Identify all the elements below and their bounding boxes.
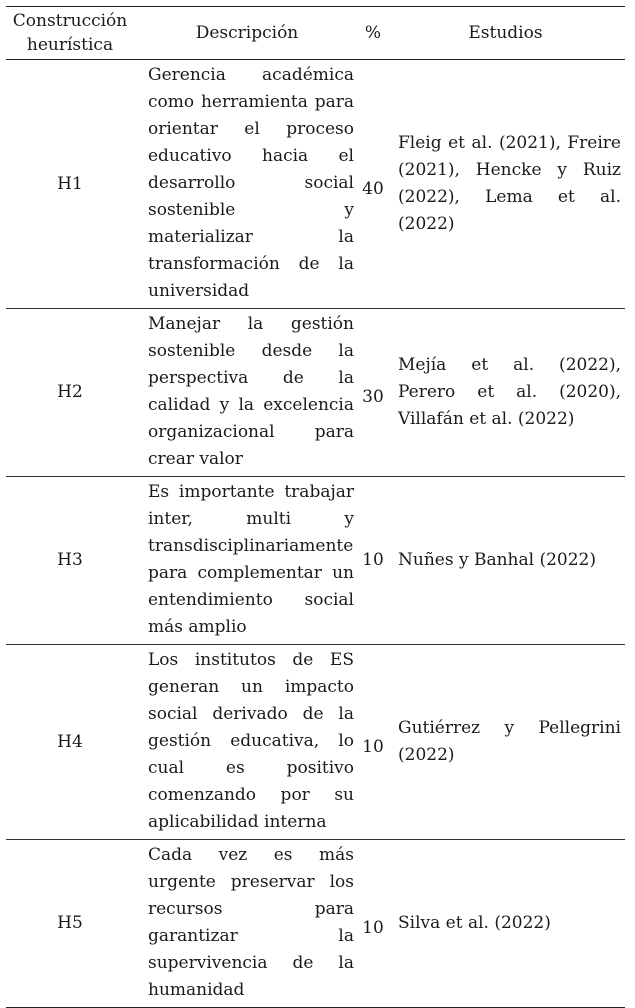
row-descripcion: Los institutos de ES generan un impacto social derivado de la gestión educativa, lo cual es positivo comenzando por su aplicabilidad interna — [148, 650, 354, 832]
row-estudios: Gutiérrez y Pellegrini (2022) — [398, 718, 621, 765]
header-row — [6, 7, 625, 60]
table-row — [6, 477, 625, 645]
row-id: H3 — [57, 550, 83, 570]
row-descripcion: Manejar la gestión sostenible desde la perspectiva de la calidad y la excelencia organizacional para crear valor — [148, 314, 354, 469]
row-descripcion: Es importante trabajar inter, multi y transdisciplinariamente para complementar un entendimiento social más amplio — [148, 482, 354, 637]
row-porcentaje: 10 — [362, 918, 384, 938]
header-construccion: Construcción heurística — [12, 11, 128, 55]
row-descripcion: Cada vez es más urgente preservar los recursos para garantizar la supervivencia de la humanidad — [148, 845, 354, 1000]
row-id: H4 — [57, 731, 83, 752]
row-porcentaje: 30 — [362, 387, 384, 407]
table-row — [6, 840, 625, 1008]
row-porcentaje: 40 — [362, 178, 384, 199]
header-descripcion: Descripción — [195, 22, 299, 43]
row-id: H2 — [57, 382, 83, 402]
row-estudios: Mejía et al. (2022), Perero et al. (2020), Villafán et al. (2022) — [398, 355, 621, 429]
row-id: H5 — [57, 913, 83, 933]
row-estudios: Nuñes y Banhal (2022) — [398, 550, 596, 570]
row-id: H1 — [57, 173, 83, 194]
row-porcentaje: 10 — [362, 550, 384, 570]
table-row — [6, 60, 625, 309]
header-porcentaje: % — [364, 22, 382, 43]
header-estudios: Estudios — [468, 22, 543, 43]
row-estudios: Fleig et al. (2021), Freire (2021), Hencke y Ruiz (2022), Lema et al. (2022) — [398, 133, 621, 234]
table-row — [6, 645, 625, 840]
heuristic-constructs-table — [6, 6, 625, 1008]
row-porcentaje: 10 — [362, 736, 384, 757]
table-row — [6, 309, 625, 477]
row-descripcion: Gerencia académica como herramienta para orientar el proceso educativo hacia el desarrollo social sostenible y materializar la transformación de la universidad — [148, 65, 354, 301]
row-estudios: Silva et al. (2022) — [398, 913, 551, 933]
